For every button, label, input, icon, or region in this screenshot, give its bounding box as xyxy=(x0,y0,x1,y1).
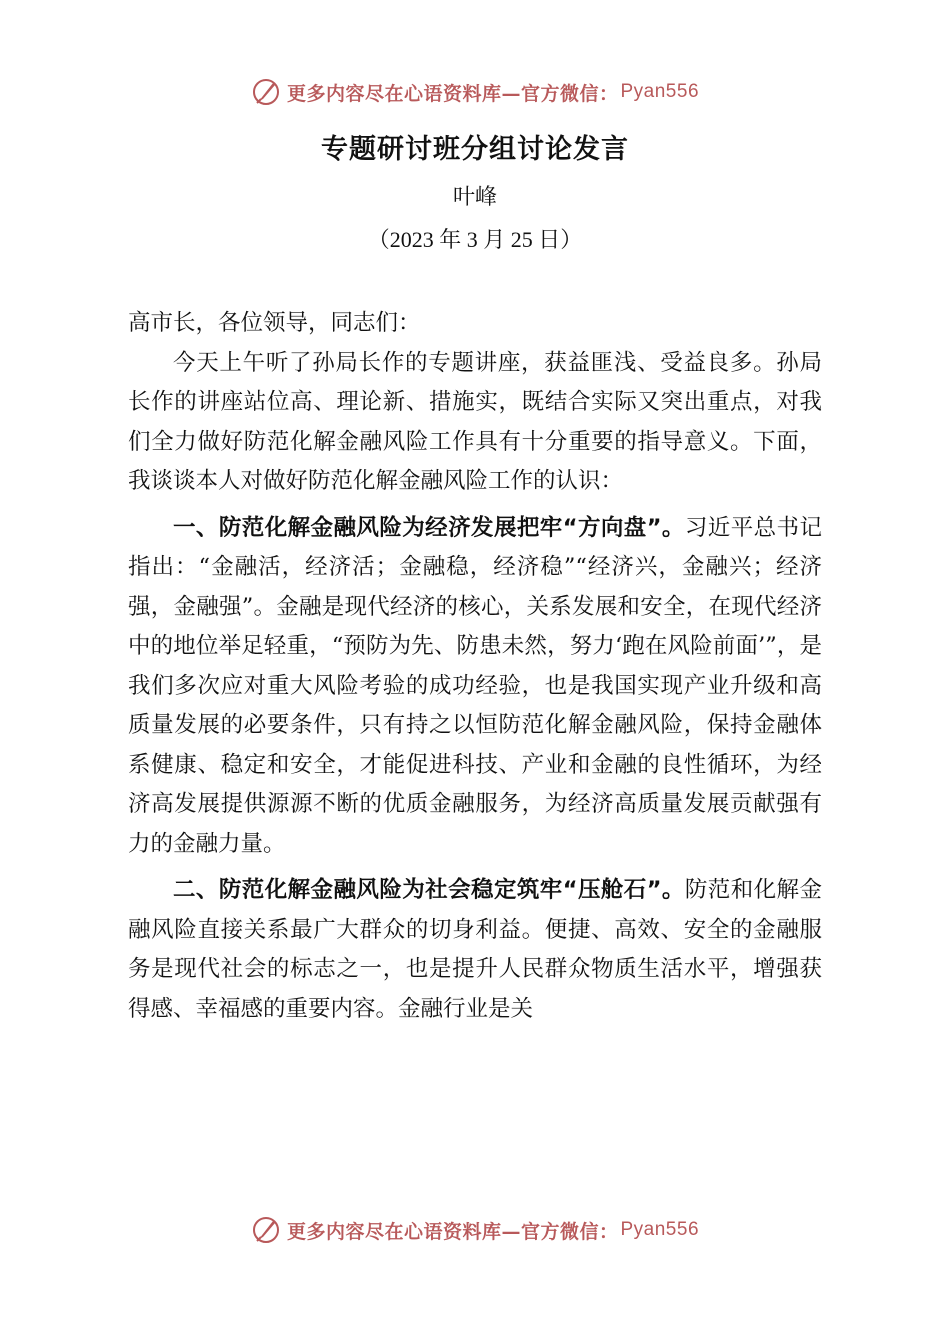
document-title: 专题研讨班分组讨论发言 xyxy=(321,134,629,165)
document-body xyxy=(128,304,822,1029)
watermark-wechat-id: Pyan556 xyxy=(620,81,700,102)
section-paragraph-1 xyxy=(128,509,822,865)
section-text-2: 防范和化解金融风险直接关系最广大群众的切身利益。便捷、高效、安全的金融服务是现代社会的标志之一，也是提升人民群众物质生活水平，增强获得感、幸福感的重要内容。金融行业是关 xyxy=(128,877,822,1022)
watermark-footer xyxy=(0,1210,950,1250)
watermark-header xyxy=(0,72,950,112)
section-heading-1: 一、防范化解金融风险为经济发展把牢“方向盘”。 xyxy=(173,514,685,541)
feather-pen-logo-icon xyxy=(251,77,281,107)
section-text-1: 习近平总书记指出：“金融活，经济活；金融稳，经济稳”“经济兴，金融兴；经济强，金融强”。金融是现代经济的核心，关系发展和安全，在现代经济中的地位举足轻重，“预防为先、防患未然，努力‘跑在风险前面’”，是我们多次应对重大风险考验的成功经验，也是我国实现产业升级和高质量发展的必要条件，只有持之以恒防范化解金融风险，保持金融体系健康、稳定和安全，才能促进科技、产业和金融的良性循环，为经济高发展提供源源不断的优质金融服务，为经济高质量发展贡献强有力的金融力量。 xyxy=(128,514,822,857)
watermark-text: 更多内容尽在心语资料库—官方微信： xyxy=(286,82,619,105)
intro-paragraph: 今天上午听了孙局长作的专题讲座，获益匪浅、受益良多。孙局长作的讲座站位高、理论新、措施实，既结合实际又突出重点，对我们全力做好防范化解金融风险工作具有十分重要的指导意义。下面，我谈谈本人对做好防范化解金融风险工作的认识： xyxy=(128,349,822,494)
document-date: （2023 年 3 月 25 日） xyxy=(367,227,583,252)
section-heading-2: 二、防范化解金融风险为社会稳定筑牢“压舱石”。 xyxy=(173,877,685,903)
document-author: 叶峰 xyxy=(452,185,497,210)
watermark-wechat-id: Pyan556 xyxy=(620,1219,700,1240)
salutation: 高市长，各位领导，同志们： xyxy=(128,310,421,336)
feather-pen-logo-icon xyxy=(251,1215,281,1245)
watermark-text: 更多内容尽在心语资料库—官方微信： xyxy=(286,1220,619,1243)
section-paragraph-2 xyxy=(128,871,822,1029)
